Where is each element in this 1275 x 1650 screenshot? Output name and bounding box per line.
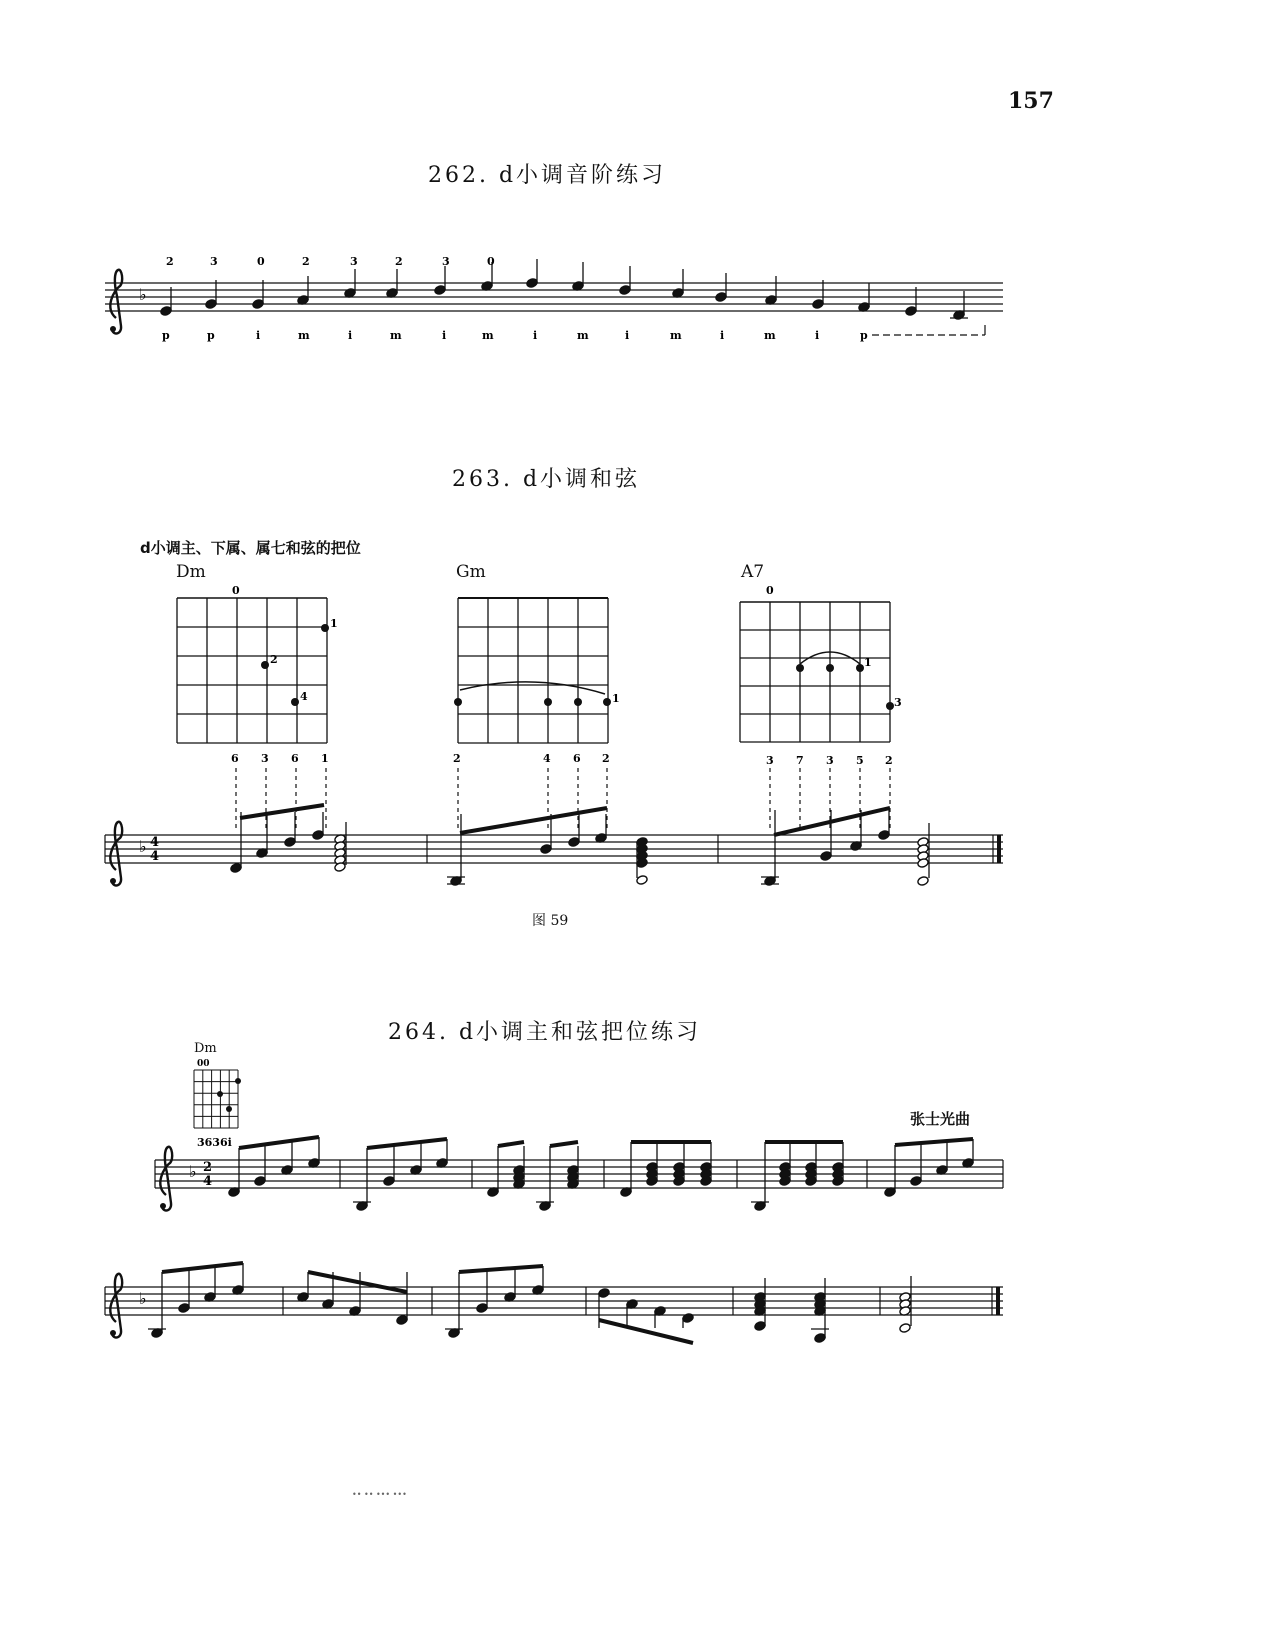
beam	[162, 1263, 243, 1272]
arpeggio-notes-263	[230, 805, 929, 886]
note-head	[814, 1333, 826, 1344]
finger-dot	[886, 702, 894, 710]
note-head	[619, 285, 631, 296]
note-head	[899, 1323, 911, 1334]
string-number: 5	[856, 754, 864, 767]
note-head	[205, 299, 217, 310]
finger-label: 2	[270, 653, 278, 666]
string-number: 3	[826, 754, 834, 767]
beam	[599, 1320, 693, 1343]
flat-key-signature: ♭	[189, 1162, 197, 1181]
finger-label: 1	[864, 656, 872, 669]
chord-name-dm: Dm	[176, 562, 206, 582]
exercise-264-title: 264. d小调主和弦把位练习	[388, 1020, 702, 1045]
note-head	[434, 285, 446, 296]
beam	[895, 1139, 973, 1145]
finger-dot	[796, 664, 804, 672]
fingering-number: 2	[166, 255, 174, 268]
beam	[239, 1137, 319, 1148]
time-signature-top: 2	[203, 1160, 213, 1175]
chord-positions-subtitle: d小调主、下属、属七和弦的把位	[140, 539, 361, 557]
time-signature-bottom: 4	[203, 1174, 213, 1189]
string-number: 1	[321, 752, 329, 765]
right-hand-labels	[162, 329, 868, 342]
note-head	[230, 863, 242, 874]
finger-dot	[217, 1091, 223, 1097]
fingering-number: 3	[442, 255, 450, 268]
string-number: 6	[291, 752, 299, 765]
string-number: 6	[573, 752, 581, 765]
fingering-number: 0	[487, 255, 495, 268]
string-number: 3	[766, 754, 774, 767]
dm-small-chord-diagram	[194, 1070, 241, 1128]
rh-finger: i	[256, 329, 261, 342]
note-head	[910, 1176, 922, 1187]
rh-finger: m	[482, 329, 494, 342]
rh-finger: i	[815, 329, 820, 342]
finger-dot	[261, 661, 269, 669]
string-number: 6	[231, 752, 239, 765]
note-head	[754, 1321, 766, 1332]
rh-finger: p	[860, 329, 868, 342]
note-head	[396, 1315, 408, 1326]
open-string-mark: 0	[766, 584, 774, 597]
string-number: 4	[543, 752, 551, 765]
treble-clef-icon	[110, 1274, 122, 1338]
note-head	[383, 1176, 395, 1187]
note-head	[917, 876, 929, 887]
gm-diagram-labels	[453, 692, 620, 765]
beam	[550, 1142, 578, 1146]
rh-finger: i	[625, 329, 630, 342]
exercise-262-title: 262. d小调音阶练习	[428, 163, 667, 188]
finger-dot	[603, 698, 611, 706]
barre-arc	[460, 682, 605, 694]
finger-label: 3	[894, 696, 902, 709]
finger-label: 1	[330, 617, 338, 630]
figure-caption: 图 59	[532, 913, 569, 929]
staff-263	[105, 835, 1003, 863]
note-head	[812, 299, 824, 310]
rh-finger: i	[348, 329, 353, 342]
string-number: 2	[885, 754, 893, 767]
flat-key-signature: ♭	[139, 837, 147, 856]
finger-dot	[856, 664, 864, 672]
flat-key-signature: ♭	[139, 1289, 147, 1308]
fingering-262-labels	[166, 255, 495, 268]
treble-clef-icon	[160, 1147, 172, 1211]
note-head	[254, 1176, 266, 1187]
exercise-263-title: 263. d小调和弦	[452, 467, 641, 492]
note-head	[682, 1313, 694, 1324]
finger-dot	[291, 698, 299, 706]
beam	[240, 805, 324, 818]
note-head	[312, 830, 324, 841]
note-head	[476, 1303, 488, 1314]
rh-finger: i	[533, 329, 538, 342]
rh-finger: m	[764, 329, 776, 342]
rh-finger: m	[577, 329, 589, 342]
beam	[308, 1272, 407, 1292]
finger-label: 4	[300, 690, 308, 703]
string-number: 2	[453, 752, 461, 765]
rh-finger: i	[720, 329, 725, 342]
time-signature-bottom: 4	[150, 849, 160, 864]
beam	[774, 808, 890, 835]
finger-dot	[544, 698, 552, 706]
finger-label: 1	[612, 692, 620, 705]
string-number: 3	[261, 752, 269, 765]
treble-clef-icon	[110, 270, 122, 334]
fingering-number: 3	[210, 255, 218, 268]
note-head	[636, 875, 648, 886]
rh-finger: i	[442, 329, 447, 342]
treble-clef-icon	[110, 822, 122, 886]
flat-key-signature: ♭	[139, 285, 147, 304]
beam	[498, 1142, 524, 1146]
finger-dot	[826, 664, 834, 672]
rh-finger: m	[670, 329, 682, 342]
note-head	[820, 851, 832, 862]
chord-diagrams	[177, 598, 894, 830]
small-string-numbers: 3636i	[197, 1136, 232, 1149]
dm-small-chord-name: Dm	[194, 1041, 217, 1056]
chord-name-a7: A7	[741, 562, 765, 582]
time-signature-top: 4	[150, 835, 160, 850]
note-head	[905, 306, 917, 317]
page-number: 157	[1008, 88, 1054, 114]
note-head	[526, 278, 538, 289]
note-head	[160, 306, 172, 317]
small-open-marks: 00	[197, 1059, 210, 1069]
string-number: 7	[796, 754, 804, 767]
beam	[460, 808, 607, 833]
note-head	[568, 837, 580, 848]
arpeggio-notes-264	[148, 1137, 974, 1343]
staff-264-1	[155, 1160, 1003, 1188]
fingering-number: 0	[257, 255, 265, 268]
footer-smudge: •• •• ••• •••	[352, 1490, 407, 1499]
note-head	[178, 1303, 190, 1314]
composer: 张士光曲	[910, 1110, 971, 1128]
beam	[367, 1139, 447, 1148]
finger-dot	[226, 1106, 232, 1112]
rh-finger: m	[390, 329, 402, 342]
dm-diagram-labels	[231, 584, 338, 765]
chord-name-gm: Gm	[456, 562, 486, 582]
fingering-number: 3	[350, 255, 358, 268]
rh-finger: p	[162, 329, 170, 342]
note-head	[284, 837, 296, 848]
rh-finger: m	[298, 329, 310, 342]
finger-dot	[574, 698, 582, 706]
note-head	[878, 830, 890, 841]
note-head	[715, 292, 727, 303]
rh-finger: p	[207, 329, 215, 342]
note-head	[252, 299, 264, 310]
beam	[459, 1266, 543, 1272]
finger-dot	[235, 1078, 241, 1084]
note-head	[540, 844, 552, 855]
open-string-mark: 0	[232, 584, 240, 597]
a7-diagram-labels	[766, 584, 902, 767]
finger-dot	[321, 624, 329, 632]
fingering-number: 2	[395, 255, 403, 268]
fingering-number: 2	[302, 255, 310, 268]
note-head	[598, 1288, 610, 1299]
finger-dot	[454, 698, 462, 706]
string-number: 2	[602, 752, 610, 765]
